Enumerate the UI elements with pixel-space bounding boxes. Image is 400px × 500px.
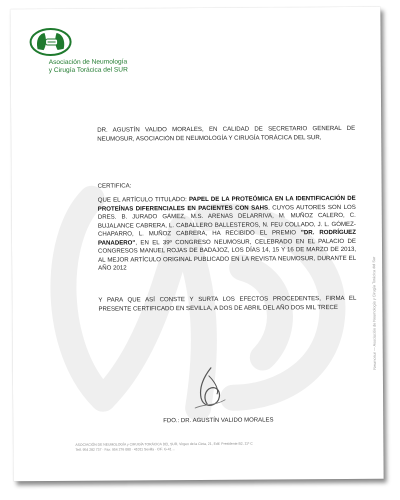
award-name: "DR. RODRÍGUEZ PANADERO"	[97, 228, 356, 247]
certificate-main-paragraph	[98, 195, 357, 273]
org-name-line2: y Cirugía Torácica del SUR	[48, 66, 128, 75]
footer-line2: Telf. 954 282 737 · Fax: 954 276 080 · 41011 Sevilla · CIF. G-41 ...	[75, 447, 176, 452]
footer-address	[75, 441, 355, 453]
closing-paragraph: Y PARA QUE ASÍ CONSTE Y SURTA LOS EFECTOS PROCEDENTES, FIRMA EL PRESENTE CERTIFICADO EN SEVILLA, A DOS DE ABRIL DEL AÑO DOS MIL TRECE	[98, 294, 357, 313]
article-title: PAPEL DE LA PROTEÓMICA EN LA IDENTIFICACIÓN DE PROTEÍNAS DIFERENCIALES EN PACIENTES CON SAHS	[97, 194, 356, 213]
footer-line1: ASOCIACIÓN DE NEUMOLOGÍA y CIRUGÍA TORÁCICA DEL SUR, Virgen de la Cinta, 21, Edif. Presidente B2, 11ª C	[75, 441, 253, 447]
p1-lead-text: QUE EL ARTÍCULO TITULADO:	[97, 196, 189, 204]
certificate-page	[10, 7, 383, 482]
p1-congress-text: , EN EL 39º CONGRESO NEUMOSUR, CELEBRADO EN EL PALACIO DE CONGRESOS MANUEL ROJAS DE BADAJOZ, LOS DÍAS 14, 15 Y 16 DE MARZO DE 2013, AL MEJOR ARTÍCULO ORIGINAL PUBLICADO EN LA REVISTA NEUMOSUR, DURANTE EL AÑO 2012	[98, 237, 357, 272]
organization-name	[49, 58, 128, 75]
signer-name: FDO.: DR. AGUSTÍN VALIDO MORALES	[163, 417, 274, 425]
neumosur-logo-icon	[28, 27, 72, 57]
intro-paragraph: DR. AGUSTÍN VALIDO MORALES, EN CALIDAD DE SECRETARIO GENERAL DE NEUMOSUR, ASOCIACIÓN DE NEUMOLOGÍA Y CIRUGÍA TORÁCICA DEL SUR,	[97, 124, 356, 143]
handwritten-signature-icon	[189, 364, 231, 412]
p1-authors-text: , CUYOS AUTORES SON LOS DRES. B. JURADO GÁMEZ, M.S. ARENAS DELARRIVA, M. MUÑOZ CALERO, C. BUJALANCE CABRERA, L. CABALLERO BALLESTEROS, N. FEU COLLADO, J. L. GÓMEZ-CHAPARRO, L. MUÑOZ CABRERA, HA RECIBIDO EL PREMIO	[97, 203, 356, 238]
side-vertical-text: Neumosur — Asociación de Neumología y Cirugía Torácica del Sur	[372, 256, 377, 370]
org-name-line1: Asociación de Neumología	[48, 58, 128, 67]
certifica-heading: CERTIFICA:	[97, 182, 132, 190]
